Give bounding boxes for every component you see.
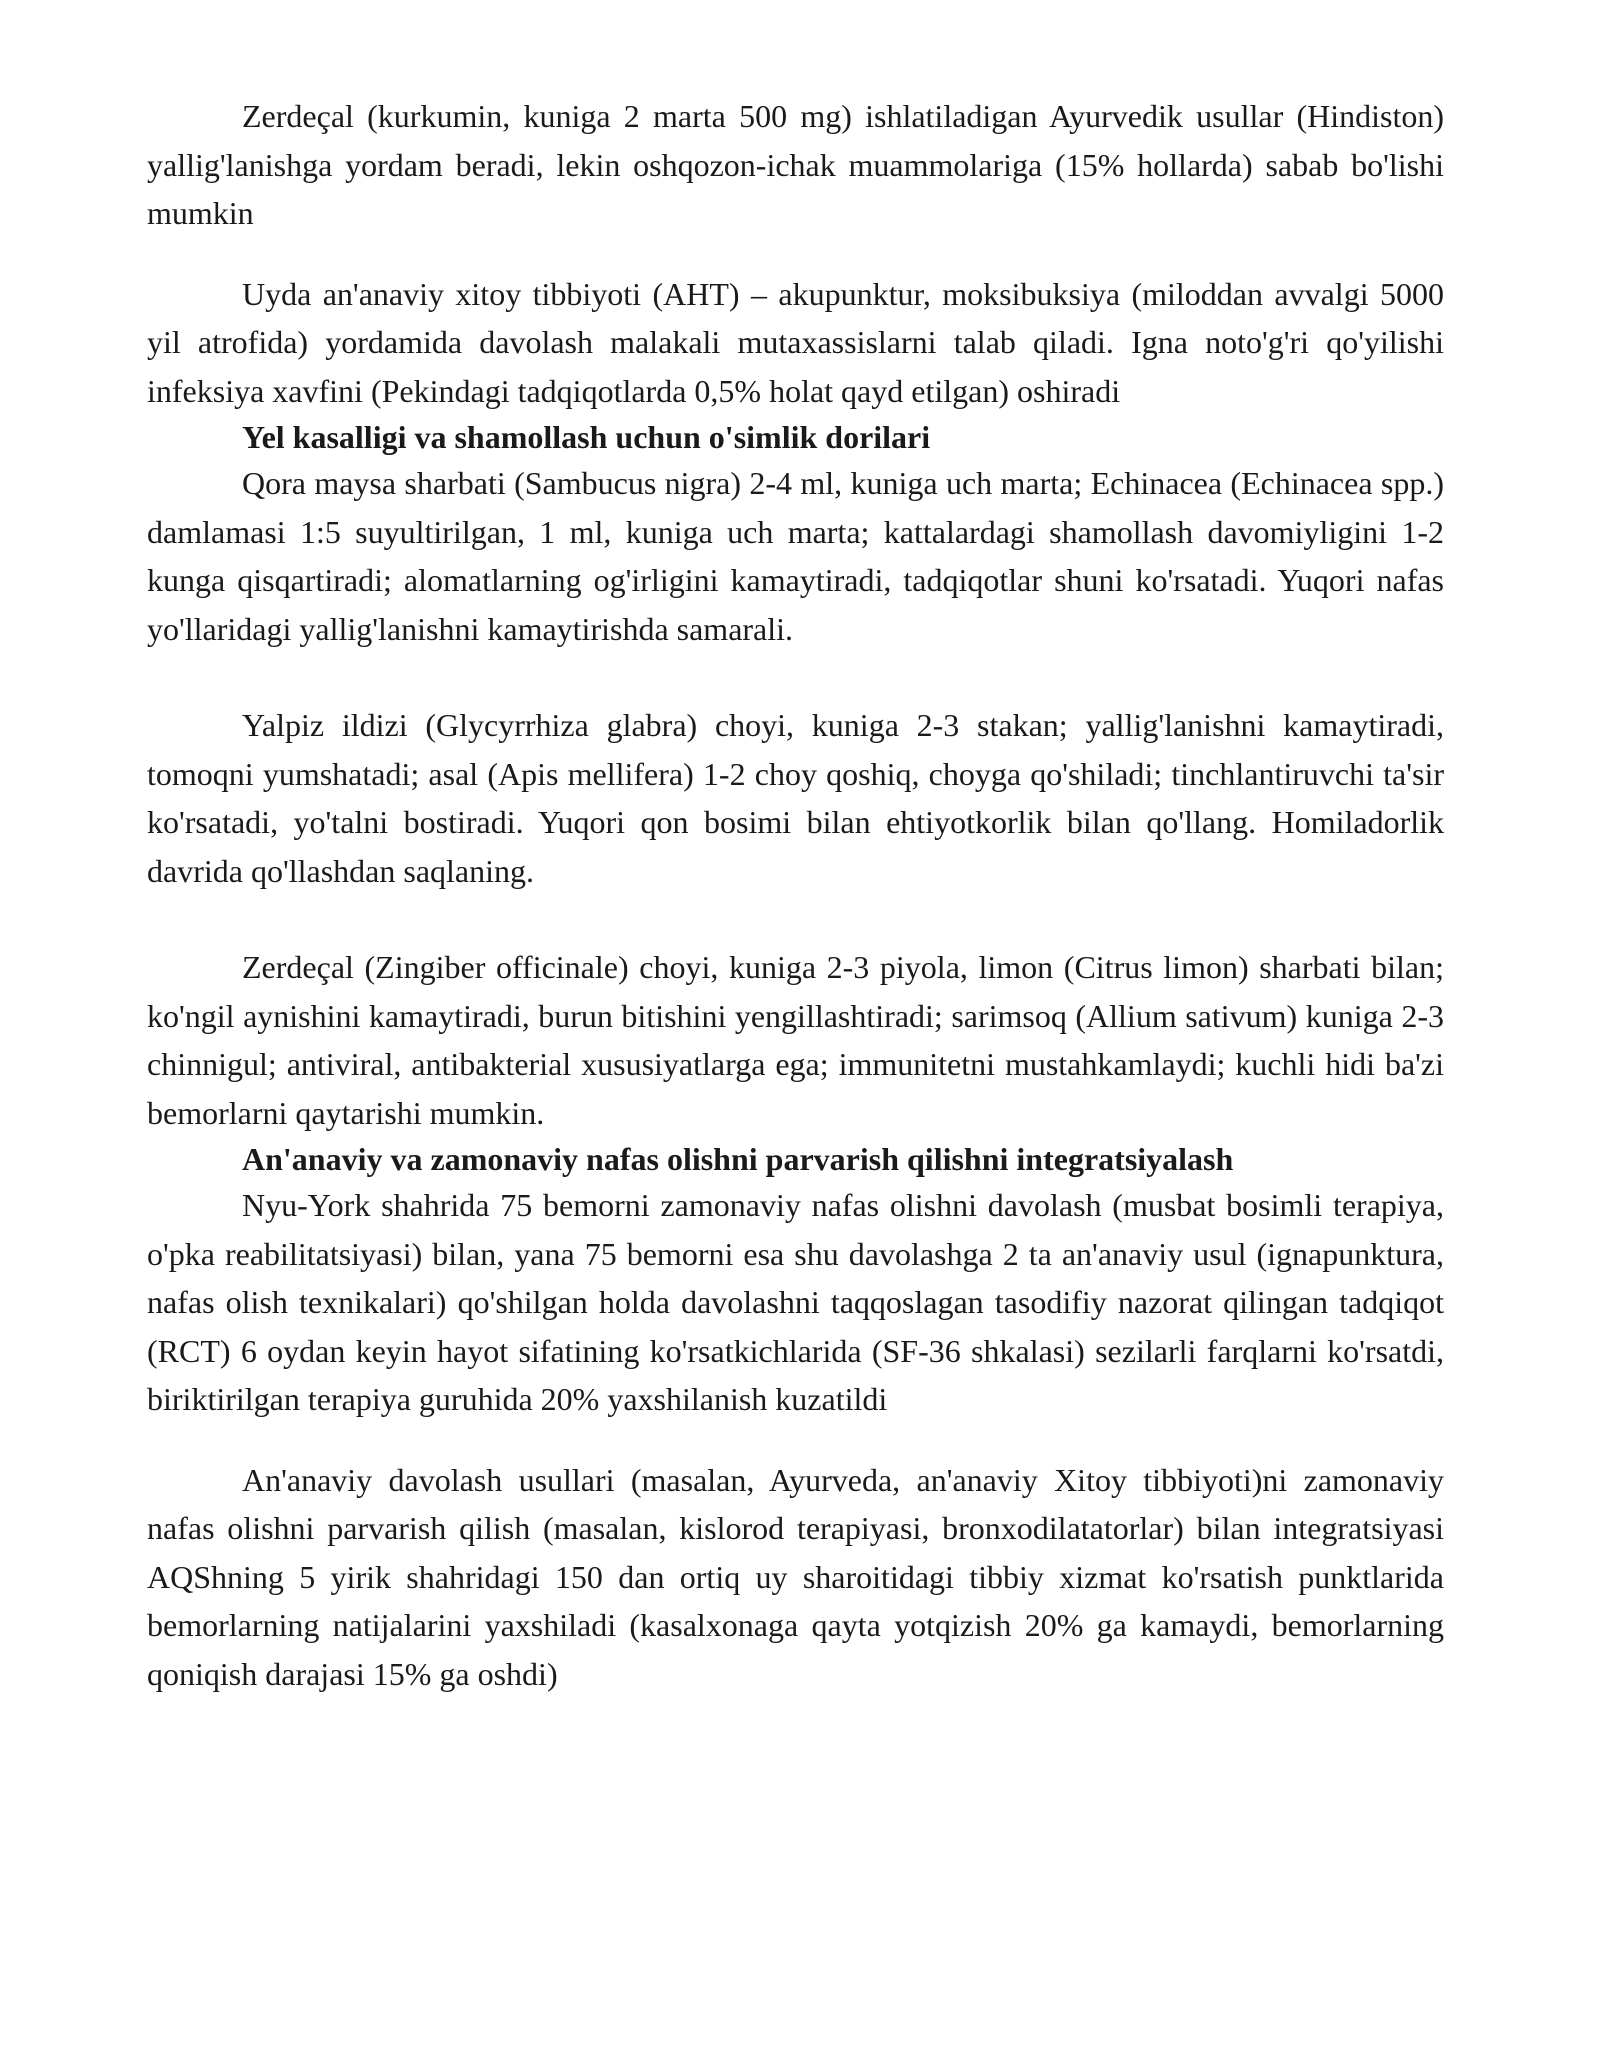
document-page bbox=[147, 92, 1444, 1698]
paragraph-chinese-medicine: Uyda an'anaviy xitoy tibbiyoti (AHT) – akupunktur, moksibuksiya (miloddan avvalgi 5000 yil atrofida) yordamida davolash malakali mutaxassislarni talab qiladi. Igna noto'g'ri qo'yilishi infeksiya xavfini (Pekindagi tadqiqotlarda 0,5% holat qayd etilgan) oshiradi bbox=[147, 275, 1444, 409]
paragraph-licorice-honey: Yalpiz ildizi (Glycyrrhiza glabra) choyi, kuniga 2-3 stakan; yallig'lanishni kamaytiradi, tomoqni yumshatadi; asal (Apis mellifera) 1-2 choy qoshiq, choyga qo'shiladi; tinchlantiruvchi ta'sir ko'rsatadi, yo'talni bostiradi. Yuqori qon bosimi bilan ehtiyotkorlik bilan qo'llang. Homiladorlik davrida qo'llashdan saqlaning. bbox=[147, 707, 1444, 889]
paragraph-elderberry-echinacea: Qora maysa sharbati (Sambucus nigra) 2-4 ml, kuniga uch marta; Echinacea (Echinacea spp.) damlamasi 1:5 suyultirilgan, 1 ml, kuniga uch marta; kattalardagi shamollash davomiyligini 1-2 kunga qisqartiradi; alomatlarning og'irligini kamaytiradi, tadqiqotlar shuni ko'rsatadi. Yuqori nafas yo'llaridagi yallig'lanishni kamaytirishda samarali. bbox=[147, 465, 1444, 647]
heading-herbal-remedies: Yel kasalligi va shamollash uchun o'simlik dorilari bbox=[242, 419, 931, 455]
paragraph-turmeric-ayurveda: Zerdeçal (kurkumin, kuniga 2 marta 500 mg) ishlatiladigan Ayurvedik usullar (Hindiston) yallig'lanishga yordam beradi, lekin oshqozon-ichak muammolariga (15% hollarda) sabab bo'lishi mumkin bbox=[147, 98, 1444, 231]
paragraph-integration-outcomes: An'anaviy davolash usullari (masalan, Ayurveda, an'anaviy Xitoy tibbiyoti)ni zamonaviy nafas olishni parvarish qilish (masalan, kislorod terapiyasi, bronxodilatatorlar) bilan integratsiyasi AQShning 5 yirik shahridagi 150 dan ortiq uy sharoitidagi tibbiy xizmat ko'rsatish punktlarida bemorlarning natijalarini yaxshiladi (kasalxonaga qayta yotqizish 20% ga kamaydi, bemorlarning qoniqish darajasi 15% ga oshdi) bbox=[147, 1461, 1444, 1692]
paragraph-ginger-garlic: Zerdeçal (Zingiber officinale) choyi, kuniga 2-3 piyola, limon (Citrus limon) sharbati bilan; ko'ngil aynishini kamaytiradi, burun bitishini yengillashtiradi; sarimsoq (Allium sativum) kuniga 2-3 chinnigul; antiviral, antibakterial xususiyatlarga ega; immunitetni mustahkamlaydi; kuchli hidi ba'zi bemorlarni qaytarishi mumkin. bbox=[147, 949, 1444, 1131]
paragraph-rct-study: Nyu-York shahrida 75 bemorni zamonaviy nafas olishni davolash (musbat bosimli terapiya, o'pka reabilitatsiyasi) bilan, yana 75 bemorni esa shu davolashga 2 ta an'anaviy usul (ignapunktura, nafas olish texnikalari) qo'shilgan holda davolashni taqqoslagan tasodifiy nazorat qilingan tadqiqot (RCT) 6 oydan keyin hayot sifatining ko'rsatkichlarida (SF-36 shkalasi) sezilarli farqlarni ko'rsatdi, biriktirilgan terapiya guruhida 20% yaxshilanish kuzatildi bbox=[147, 1187, 1444, 1417]
heading-integration: An'anaviy va zamonaviy nafas olishni parvarish qilishni integratsiyalash bbox=[242, 1141, 1234, 1177]
